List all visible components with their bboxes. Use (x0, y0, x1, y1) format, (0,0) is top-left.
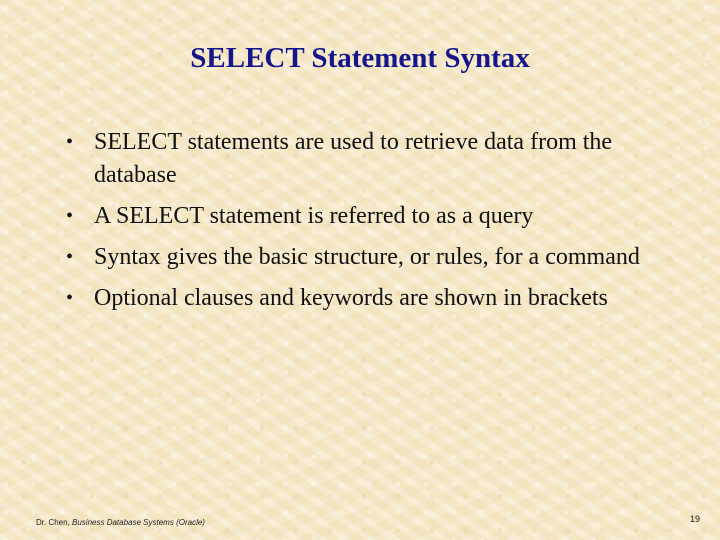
list-item (54, 200, 674, 233)
footer-author: Dr. Chen, (36, 518, 73, 527)
bullet-text: SELECT statements are used to retrieve data from the database (94, 129, 613, 188)
bullet-icon: • (66, 205, 74, 227)
bullet-list (54, 126, 674, 323)
bullet-text: Optional clauses and keywords are shown in brackets (94, 285, 608, 311)
footer-credit (36, 518, 205, 527)
bullet-icon: • (66, 287, 74, 309)
list-item (54, 282, 674, 315)
page-number: 19 (689, 514, 700, 524)
bullet-icon: • (66, 246, 74, 268)
bullet-text: A SELECT statement is referred to as a query (94, 203, 534, 229)
footer-course: Business Database Systems (Oracle) (72, 518, 205, 527)
list-item (54, 126, 674, 192)
bullet-text: Syntax gives the basic structure, or rules, for a command (94, 244, 640, 270)
bullet-icon: • (66, 131, 74, 153)
slide-title: SELECT Statement Syntax (190, 42, 530, 74)
list-item (54, 241, 674, 274)
